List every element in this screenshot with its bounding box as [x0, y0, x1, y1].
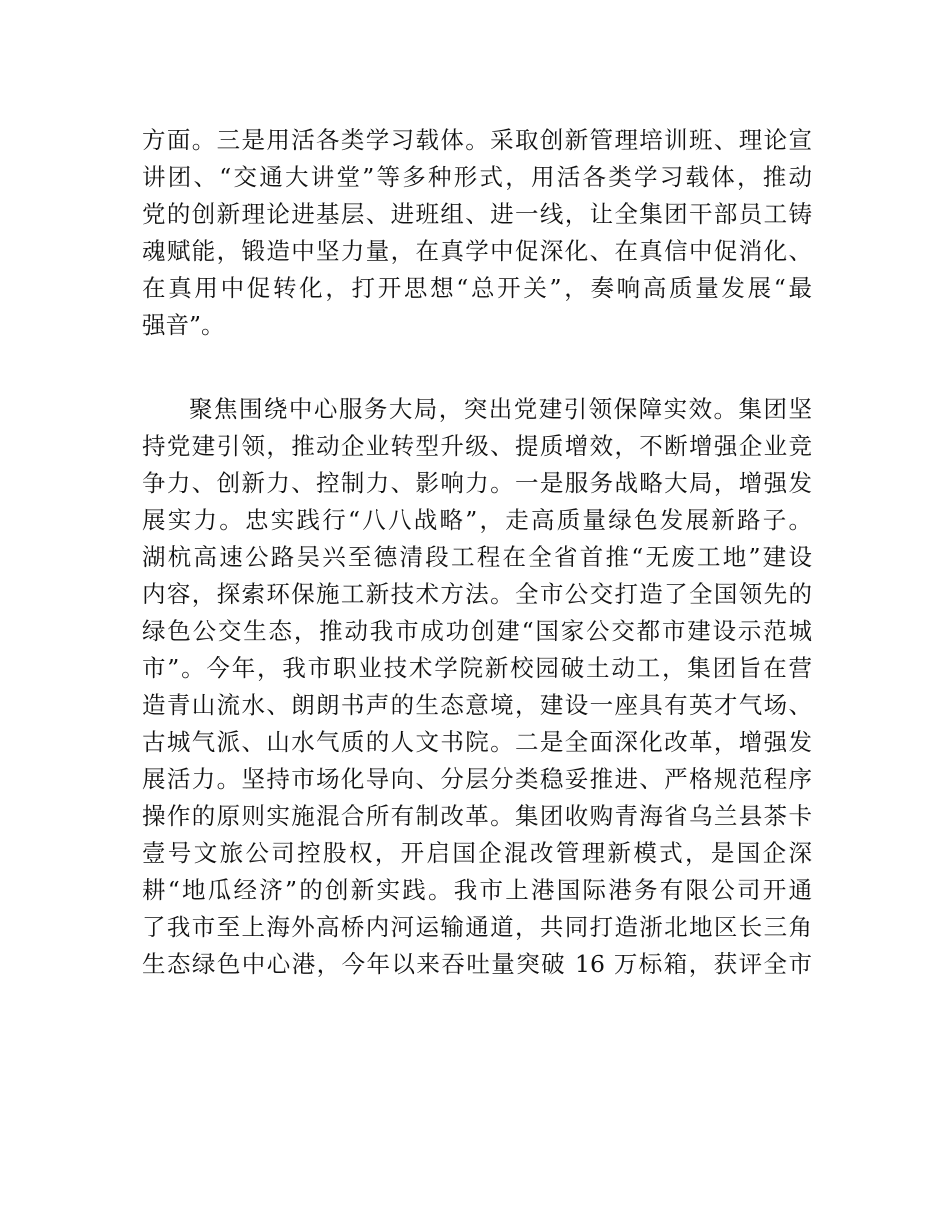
paragraph-line: 聚焦围绕中心服务大局，突出党建引领保障实效。集团坚: [189, 395, 812, 423]
paragraph-line: 强音”。: [142, 311, 225, 339]
paragraph-line: 方面。三是用活各类学习载体。采取创新管理培训班、理论宣: [142, 126, 812, 154]
paragraph-line: 古城气派、山水气质的人文书院。二是全面深化改革，增强发: [142, 728, 812, 756]
paragraph-line: 魂赋能，锻造中坚力量，在真学中促深化、在真信中促消化、: [142, 237, 812, 265]
paragraph-line: 在真用中促转化，打开思想“总开关”，奏响高质量发展“最: [142, 274, 812, 302]
paragraph-line: 内容，探索环保施工新技术方法。全市公交打造了全国领先的: [142, 580, 812, 608]
paragraph-line: 造青山流水、朗朗书声的生态意境，建设一座具有英才气场、: [142, 691, 812, 719]
paragraph-line: 展实力。忠实践行“八八战略”，走高质量绿色发展新路子。: [142, 506, 812, 534]
paragraph-line: 耕“地瓜经济”的创新实践。我市上港国际港务有限公司开通: [142, 876, 812, 904]
paragraph-line: 生态绿色中心港，今年以来吞吐量突破 16 万标箱，获评全市: [142, 950, 812, 978]
paragraph-1: [142, 122, 812, 344]
paragraph-line: 了我市至上海外高桥内河运输通道，共同打造浙北地区长三角: [142, 913, 812, 941]
paragraph-line: 壹号文旅公司控股权，开启国企混改管理新模式，是国企深: [142, 839, 812, 867]
paragraph-line: 展活力。坚持市场化导向、分层分类稳妥推进、严格规范程序: [142, 765, 812, 793]
paragraph-line: 市”。今年，我市职业技术学院新校园破土动工，集团旨在营: [142, 654, 812, 682]
paragraph-line: 党的创新理论进基层、进班组、进一线，让全集团干部员工铸: [142, 200, 812, 228]
paragraph-line: 争力、创新力、控制力、影响力。一是服务战略大局，增强发: [142, 469, 812, 497]
paragraph-line: 绿色公交生态，推动我市成功创建“国家公交都市建设示范城: [142, 617, 812, 645]
paragraph-2: [142, 391, 812, 983]
paragraph-line: 讲团、“交通大讲堂”等多种形式，用活各类学习载体，推动: [142, 163, 812, 191]
paragraph-line: 湖杭高速公路吴兴至德清段工程在全省首推“无废工地”建设: [142, 543, 812, 571]
paragraph-line: 操作的原则实施混合所有制改革。集团收购青海省乌兰县茶卡: [142, 802, 812, 830]
paragraph-line: 持党建引领，推动企业转型升级、提质增效，不断增强企业竞: [142, 432, 812, 460]
